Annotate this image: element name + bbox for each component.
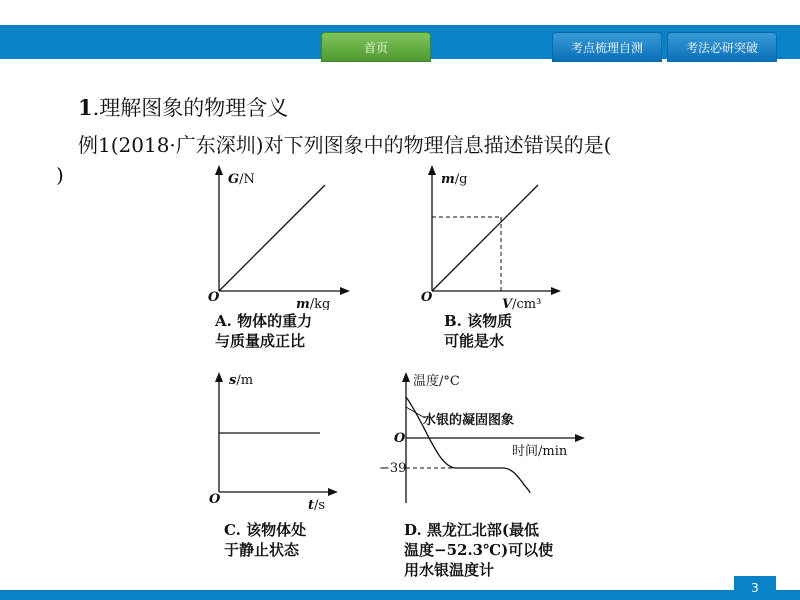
figure-c-caption-line: C. 该物体处 (224, 521, 307, 539)
figure-c-y-label: s/m (229, 373, 254, 388)
section-number: 1 (78, 95, 93, 120)
figure-d-y-label: 温度/°C (413, 374, 460, 389)
figure-a-x-label: m/kg (296, 297, 331, 310)
figure-d-caption-line: D. 黑龙江北部(最低 (404, 521, 540, 539)
figure-b-graph (413, 165, 563, 310)
section-title: .理解图象的物理含义 (92, 96, 289, 120)
figure-d-x-label: 时间/min (512, 444, 568, 459)
tab-method-breakthrough[interactable]: 考法必研突破 (667, 32, 777, 62)
figure-d-origin: O (394, 431, 406, 446)
figure-b-y-label: m/g (441, 172, 468, 187)
figure-a-caption (215, 311, 312, 351)
tab-home[interactable]: 首页 (321, 32, 431, 62)
page-number: 3 (734, 576, 776, 600)
figure-a-y-label: G/N (228, 172, 255, 187)
tab-self-test[interactable]: 考点梳理自测 (552, 32, 662, 62)
figure-d-tick-label: −39 (379, 461, 407, 476)
figure-d-caption-line: 用水银温度计 (404, 561, 495, 579)
figure-a-origin: O (208, 290, 220, 305)
figure-c-x-label: t/s (308, 498, 326, 513)
bottom-bar (0, 590, 800, 600)
question-line-2: ) (56, 163, 64, 187)
figure-b-x-label: V/cm³ (502, 297, 542, 310)
figure-c-caption (224, 520, 306, 560)
figure-d-caption (404, 520, 553, 580)
figure-a-graph (200, 165, 350, 310)
figure-c-origin: O (209, 492, 221, 507)
figure-b-caption (444, 311, 512, 351)
figure-d-graph (375, 368, 585, 513)
figure-a-caption-line: A. 物体的重力 (215, 312, 313, 330)
figure-d-note: 水银的凝固图象 (423, 413, 515, 428)
figure-b-caption-line: B. 该物质 (444, 312, 513, 330)
section-heading (78, 92, 288, 122)
figure-b-origin: O (421, 290, 433, 305)
figure-b-caption-line: 可能是水 (444, 332, 505, 350)
figure-d-caption-line: 温度−52.3℃)可以使 (404, 541, 554, 559)
figure-c-graph (200, 368, 340, 513)
figure-c-caption-line: 于静止状态 (224, 541, 300, 559)
figure-a-caption-line: 与质量成正比 (215, 332, 306, 350)
question-line-1: 例1(2018·广东深圳)对下列图象中的物理信息描述错误的是( (78, 133, 612, 157)
